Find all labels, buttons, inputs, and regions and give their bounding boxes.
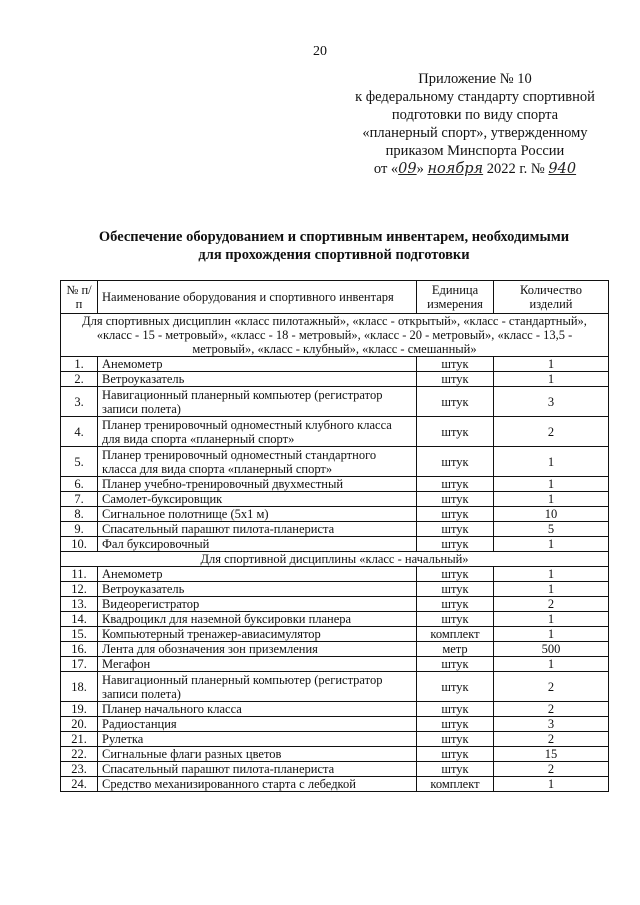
table-row [61, 612, 609, 627]
item-quantity: 1 [494, 612, 609, 627]
item-quantity: 2 [494, 732, 609, 747]
order-date-line [340, 160, 610, 178]
table-row [61, 747, 609, 762]
row-number: 19. [61, 702, 98, 717]
row-number: 18. [61, 672, 98, 702]
handwritten-month: ноября [427, 161, 484, 177]
date-mid: » [416, 161, 424, 177]
item-unit: штук [417, 567, 494, 582]
row-number: 2. [61, 372, 98, 387]
item-name: Средство механизированного старта с лебедкой [98, 777, 417, 792]
header-unit: Единица измерения [417, 281, 494, 314]
row-number: 6. [61, 477, 98, 492]
table-row [61, 477, 609, 492]
item-quantity: 1 [494, 477, 609, 492]
row-number: 8. [61, 507, 98, 522]
row-number: 21. [61, 732, 98, 747]
row-number: 14. [61, 612, 98, 627]
item-unit: штук [417, 672, 494, 702]
table-row [61, 627, 609, 642]
table-row [61, 417, 609, 447]
item-name: Планер начального класса [98, 702, 417, 717]
row-number: 5. [61, 447, 98, 477]
row-number: 7. [61, 492, 98, 507]
item-quantity: 2 [494, 762, 609, 777]
row-number: 1. [61, 357, 98, 372]
item-name: Видеорегистратор [98, 597, 417, 612]
item-unit: штук [417, 717, 494, 732]
row-number: 9. [61, 522, 98, 537]
item-quantity: 15 [494, 747, 609, 762]
item-quantity: 5 [494, 522, 609, 537]
row-number: 11. [61, 567, 98, 582]
group-title: Для спортивных дисциплин «класс пилотажный», «класс - открытый», «класс - стандартный», «класс - 15 - метровый», «класс - 18 - метровый», «класс - 20 - метровый», «класс - 13,5 - метровый», «класс - клубный», «класс - смешанный» [61, 314, 609, 357]
row-number: 4. [61, 417, 98, 447]
item-name: Навигационный планерный компьютер (регистратор записи полета) [98, 387, 417, 417]
appendix-line: к федеральному стандарту спортивной [355, 89, 595, 105]
item-quantity: 2 [494, 597, 609, 612]
item-unit: штук [417, 447, 494, 477]
item-name: Ветроуказатель [98, 372, 417, 387]
row-number: 3. [61, 387, 98, 417]
item-name: Лента для обозначения зон приземления [98, 642, 417, 657]
table-row [61, 657, 609, 672]
table-row [61, 372, 609, 387]
page-number: 20 [313, 44, 327, 59]
item-name: Планер учебно-тренировочный двухместный [98, 477, 417, 492]
document-title [60, 228, 608, 264]
title-line: для прохождения спортивной подготовки [198, 247, 470, 263]
handwritten-day: 09 [398, 161, 417, 177]
header-num: № п/п [61, 281, 98, 314]
item-unit: штук [417, 537, 494, 552]
item-unit: комплект [417, 627, 494, 642]
table-row [61, 357, 609, 372]
item-unit: штук [417, 507, 494, 522]
row-number: 13. [61, 597, 98, 612]
header-name: Наименование оборудования и спортивного инвентаря [98, 281, 417, 314]
row-number: 12. [61, 582, 98, 597]
group-header-row [61, 552, 609, 567]
table-row [61, 702, 609, 717]
table-row [61, 507, 609, 522]
table-header-row [61, 281, 609, 314]
item-unit: штук [417, 597, 494, 612]
item-quantity: 1 [494, 447, 609, 477]
item-quantity: 1 [494, 537, 609, 552]
appendix-line: «планерный спорт», утвержденному [362, 125, 588, 141]
item-unit: штук [417, 522, 494, 537]
item-quantity: 3 [494, 717, 609, 732]
item-name: Фал буксировочный [98, 537, 417, 552]
table-row [61, 777, 609, 792]
item-unit: штук [417, 702, 494, 717]
item-quantity: 1 [494, 567, 609, 582]
item-quantity: 2 [494, 702, 609, 717]
date-prefix: от « [373, 161, 399, 177]
item-unit: штук [417, 492, 494, 507]
appendix-line: подготовки по виду спорта [391, 107, 559, 123]
row-number: 15. [61, 627, 98, 642]
item-unit: штук [417, 387, 494, 417]
item-quantity: 10 [494, 507, 609, 522]
table-row [61, 672, 609, 702]
date-year: 2022 г. № [486, 161, 545, 177]
item-unit: штук [417, 732, 494, 747]
item-unit: метр [417, 642, 494, 657]
item-unit: штук [417, 357, 494, 372]
row-number: 17. [61, 657, 98, 672]
group-header-row [61, 314, 609, 357]
table-row [61, 732, 609, 747]
item-name: Навигационный планерный компьютер (регистратор записи полета) [98, 672, 417, 702]
row-number: 24. [61, 777, 98, 792]
handwritten-number: 940 [548, 161, 577, 177]
item-quantity: 1 [494, 372, 609, 387]
item-name: Спасательный парашют пилота-планериста [98, 522, 417, 537]
item-quantity: 3 [494, 387, 609, 417]
table-row [61, 537, 609, 552]
item-unit: штук [417, 747, 494, 762]
item-quantity: 1 [494, 492, 609, 507]
item-unit: штук [417, 417, 494, 447]
item-unit: штук [417, 657, 494, 672]
row-number: 10. [61, 537, 98, 552]
item-name: Планер тренировочный одноместный стандартного класса для вида спорта «планерный спорт» [98, 447, 417, 477]
table-row [61, 642, 609, 657]
item-name: Мегафон [98, 657, 417, 672]
table-row [61, 387, 609, 417]
row-number: 23. [61, 762, 98, 777]
table-row [61, 522, 609, 537]
table-row [61, 567, 609, 582]
item-name: Анемометр [98, 567, 417, 582]
header-qty: Количество изделий [494, 281, 609, 314]
appendix-header [340, 70, 610, 178]
item-quantity: 500 [494, 642, 609, 657]
item-name: Радиостанция [98, 717, 417, 732]
item-quantity: 2 [494, 417, 609, 447]
item-name: Сигнальное полотнище (5х1 м) [98, 507, 417, 522]
item-unit: штук [417, 762, 494, 777]
item-name: Компьютерный тренажер-авиасимулятор [98, 627, 417, 642]
item-name: Квадроцикл для наземной буксировки планера [98, 612, 417, 627]
item-unit: штук [417, 477, 494, 492]
item-unit: штук [417, 582, 494, 597]
row-number: 22. [61, 747, 98, 762]
item-name: Анемометр [98, 357, 417, 372]
table-row [61, 582, 609, 597]
appendix-line: приказом Минспорта России [385, 143, 565, 159]
item-unit: комплект [417, 777, 494, 792]
item-quantity: 1 [494, 627, 609, 642]
item-quantity: 1 [494, 582, 609, 597]
item-unit: штук [417, 612, 494, 627]
item-name: Рулетка [98, 732, 417, 747]
item-name: Планер тренировочный одноместный клубного класса для вида спорта «планерный спорт» [98, 417, 417, 447]
item-name: Сигнальные флаги разных цветов [98, 747, 417, 762]
item-unit: штук [417, 372, 494, 387]
item-quantity: 1 [494, 777, 609, 792]
row-number: 20. [61, 717, 98, 732]
item-name: Самолет-буксировщик [98, 492, 417, 507]
item-quantity: 2 [494, 672, 609, 702]
row-number: 16. [61, 642, 98, 657]
item-quantity: 1 [494, 657, 609, 672]
item-name: Ветроуказатель [98, 582, 417, 597]
item-quantity: 1 [494, 357, 609, 372]
table-row [61, 717, 609, 732]
table-row [61, 597, 609, 612]
table-row [61, 762, 609, 777]
item-name: Спасательный парашют пилота-планериста [98, 762, 417, 777]
table-row [61, 492, 609, 507]
group-title: Для спортивной дисциплины «класс - начальный» [61, 552, 609, 567]
equipment-table [60, 280, 609, 792]
table-row [61, 447, 609, 477]
appendix-line: Приложение № 10 [418, 71, 532, 87]
title-line: Обеспечение оборудованием и спортивным инвентарем, необходимыми [98, 229, 570, 245]
